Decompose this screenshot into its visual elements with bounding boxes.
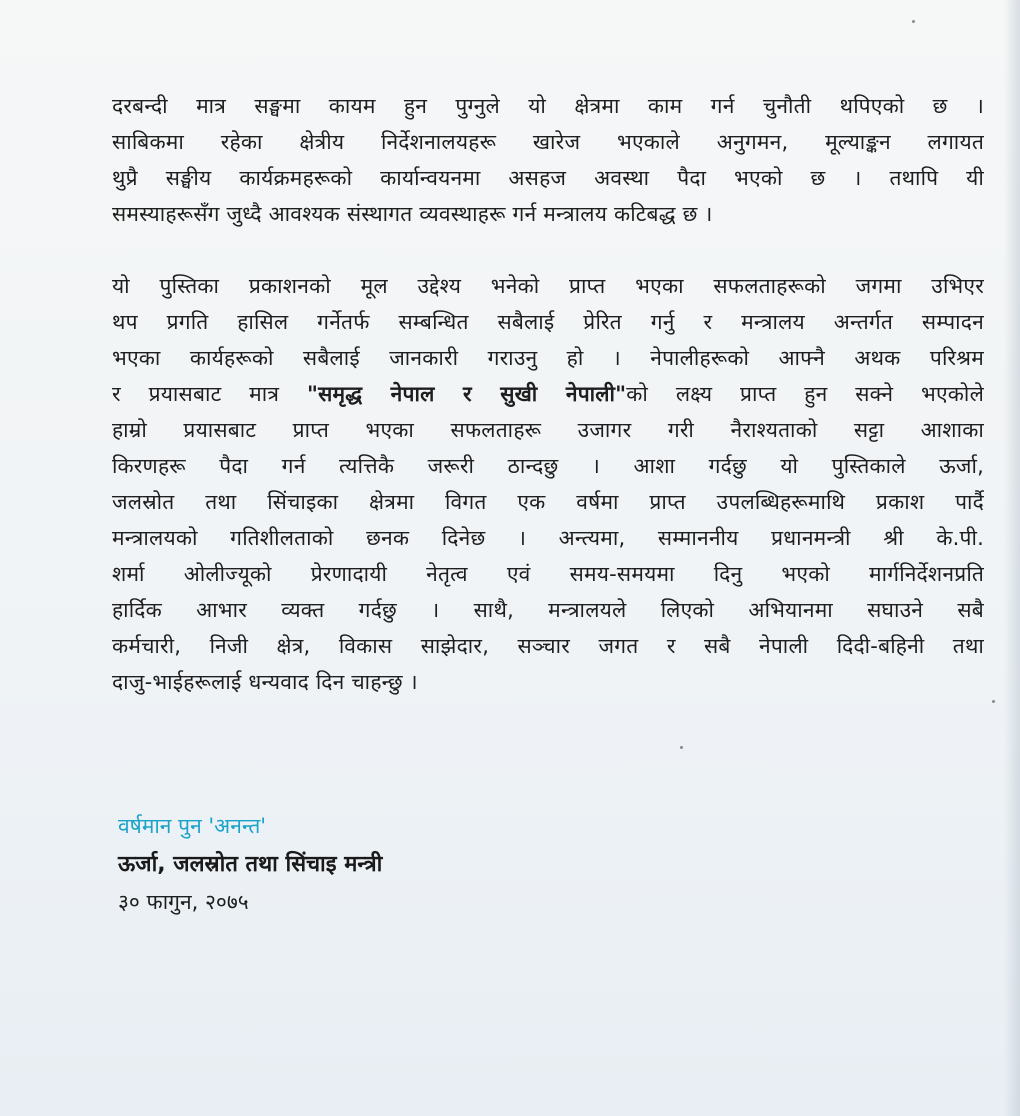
paragraph-line: जलस्रोत तथा सिंचाइका क्षेत्रमा विगत एक वर्षमा प्राप्त उपलब्धिहरूमाथि प्रकाश पार्दै	[112, 490, 984, 514]
paper-speck	[992, 700, 995, 703]
signature-date: ३० फागुन, २०७५	[118, 890, 249, 914]
paragraph-line: थुप्रै सङ्घीय कार्यक्रमहरूको कार्यान्वयनमा असहज अवस्था पैदा भएको छ । तथापि यी	[112, 166, 984, 190]
slogan-suffix-text: को लक्ष्य प्राप्त हुन सक्ने भएकोले	[626, 382, 984, 406]
paragraph-line: कर्मचारी, निजी क्षेत्र, विकास साझेदार, सञ्चार जगत र सबै नेपाली दिदी-बहिनी तथा	[112, 634, 984, 658]
paragraph-challenges	[112, 88, 984, 232]
paragraph-line: किरणहरू पैदा गर्न त्यत्तिकै जरूरी ठान्दछु । आशा गर्दछु यो पुस्तिकाले ऊर्जा,	[112, 454, 984, 478]
paragraph-purpose	[112, 268, 984, 700]
paragraph-line: समस्याहरूसँग जुध्दै आवश्यक संस्थागत व्यवस्थाहरू गर्न मन्त्रालय कटिबद्ध छ ।	[112, 202, 713, 226]
paragraph-line: साबिकमा रहेका क्षेत्रीय निर्देशनालयहरू खारेज भएकाले अनुगमन, मूल्याङ्कन लगायत	[112, 130, 984, 154]
paragraph-line: हार्दिक आभार व्यक्त गर्दछु । साथै, मन्त्रालयले लिएको अभियानमा सघाउने सबै	[112, 598, 984, 622]
paragraph-line: दरबन्दी मात्र सङ्घमा कायम हुन पुग्नुले यो क्षेत्रमा काम गर्न चुनौती थपिएको छ ।	[112, 94, 984, 118]
signatory-title: ऊर्जा, जलस्रोत तथा सिंचाइ मन्त्री	[118, 852, 383, 877]
paper-speck	[680, 746, 683, 749]
paragraph-line: हाम्रो प्रयासबाट प्राप्त भएका सफलताहरू उजागर गरी नैराश्यताको सट्टा आशाका	[112, 418, 984, 442]
paper-speck	[912, 20, 915, 23]
paragraph-line: भएका कार्यहरूको सबैलाई जानकारी गराउनु हो । नेपालीहरूको आफ्नै अथक परिश्रम	[112, 346, 984, 370]
signatory-name: वर्षमान पुन 'अनन्त'	[118, 814, 267, 838]
paragraph-line: यो पुस्तिका प्रकाशनको मूल उद्देश्य भनेको प्राप्त भएका सफलताहरूको जगमा उभिएर	[112, 274, 984, 298]
paragraph-line: मन्त्रालयको गतिशीलताको छनक दिनेछ । अन्त्यमा, सम्माननीय प्रधानमन्त्री श्री के.पी.	[112, 526, 984, 550]
paragraph-line-with-slogan	[112, 376, 984, 412]
paragraph-line: थप प्रगति हासिल गर्नेतर्फ सम्बन्धित सबैलाई प्रेरित गर्नु र मन्त्रालय अन्तर्गत सम्पादन	[112, 310, 984, 334]
slogan-prefix-text: र प्रयासबाट मात्र	[112, 382, 307, 406]
page-edge-shadow	[1004, 0, 1020, 1116]
slogan-bold-text: "समृद्ध नेपाल र सुखी नेपाली"	[306, 382, 627, 406]
paragraph-line: शर्मा ओलीज्यूको प्रेरणादायी नेतृत्व एवं समय-समयमा दिनु भएको मार्गनिर्देशनप्रति	[112, 562, 984, 586]
paragraph-line: दाजु-भाईहरूलाई धन्यवाद दिन चाहन्छु ।	[112, 670, 418, 694]
